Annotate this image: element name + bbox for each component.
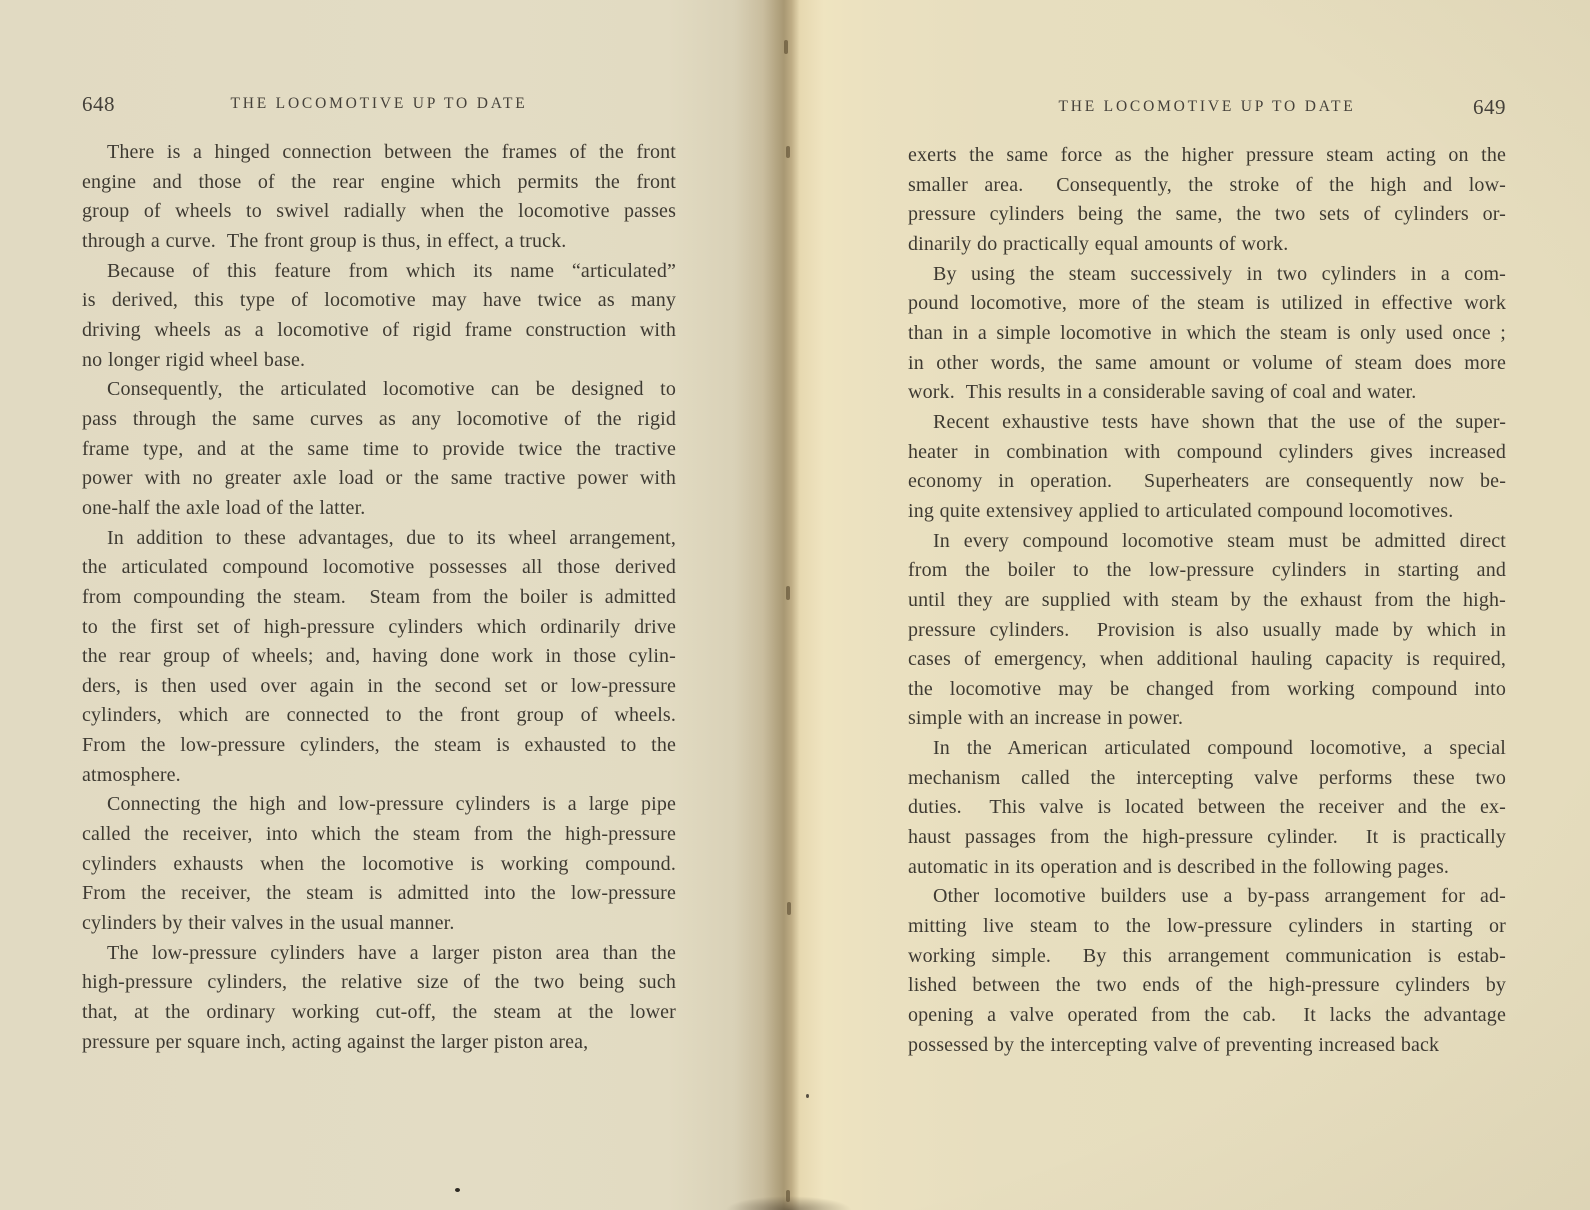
text-line: mechanism called the intercepting valve performs these two <box>908 766 1506 789</box>
text-line: no longer rigid wheel base. <box>82 348 306 371</box>
text-line: Consequently, the articulated locomotive can be designed to <box>107 378 676 401</box>
text-line: From the low-pressure cylinders, the steam is exhausted to the <box>82 734 676 757</box>
page-649 <box>790 0 1590 1210</box>
text-line: to the first set of high-pressure cylinders which ordinarily drive <box>82 615 676 638</box>
text-line: economy in operation. Superheaters are consequently now be- <box>908 470 1506 493</box>
text-line: than in a simple locomotive in which the steam is only used once ; <box>908 321 1506 344</box>
text-line: duties. This valve is located between the receiver and the ex- <box>908 796 1506 819</box>
page-body-right <box>908 141 1506 1060</box>
text-line: smaller area. Consequently, the stroke of the high and low- <box>908 173 1506 196</box>
page-number-left: 648 <box>82 92 115 116</box>
text-line: work. This results in a considerable saving of coal and water. <box>908 381 1417 404</box>
text-line: ders, is then used over again in the second set or low-pressure <box>82 674 676 697</box>
text-line: working simple. By this arrangement communication is estab- <box>908 944 1506 967</box>
text-line: group of wheels to swivel radially when the locomotive passes <box>82 200 676 223</box>
text-line: until they are supplied with steam by the exhaust from the high- <box>908 588 1506 611</box>
text-line: The low-pressure cylinders have a larger piston area than the <box>107 941 676 964</box>
binding-stitch <box>784 40 788 54</box>
text-line: through a curve. The front group is thus, in effect, a truck. <box>82 229 567 252</box>
text-line: driving wheels as a locomotive of rigid frame construction with <box>82 318 676 341</box>
page-number-right: 649 <box>1473 95 1506 119</box>
running-head-left: THE LOCOMOTIVE UP TO DATE <box>230 95 528 112</box>
text-line: the rear group of wheels; and, having done work in those cylin- <box>82 645 676 668</box>
text-line: Other locomotive builders use a by-pass arrangement for ad- <box>933 885 1506 908</box>
text-line: In the American articulated compound locomotive, a special <box>933 737 1506 760</box>
running-head-right: THE LOCOMOTIVE UP TO DATE <box>1058 98 1356 115</box>
text-line: cases of emergency, when additional hauling capacity is required, <box>908 648 1506 671</box>
text-line: called the receiver, into which the steam from the high-pressure <box>82 823 676 846</box>
text-line: heater in combination with compound cylinders gives increased <box>908 440 1506 463</box>
text-line: cylinders exhausts when the locomotive is working compound. <box>82 852 676 875</box>
text-line: Connecting the high and low-pressure cylinders is a large pipe <box>107 793 676 816</box>
text-line: pressure cylinders being the same, the two sets of cylinders or- <box>908 203 1506 226</box>
text-line: In addition to these advantages, due to its wheel arrangement, <box>107 526 676 549</box>
text-line: In every compound locomotive steam must be admitted direct <box>933 529 1506 552</box>
text-line: pressure cylinders. Provision is also usually made by which in <box>908 618 1506 641</box>
text-line: the articulated compound locomotive possesses all those derived <box>82 556 676 579</box>
text-line: power with no greater axle load or the same tractive power with <box>82 467 676 490</box>
text-line: pass through the same curves as any locomotive of the rigid <box>82 407 676 430</box>
text-line: atmosphere. <box>82 763 181 786</box>
text-line: simple with an increase in power. <box>908 707 1184 730</box>
text-line: ing quite extensivey applied to articulated compound locomotives. <box>908 499 1454 522</box>
text-line: the locomotive may be changed from working compound into <box>908 677 1506 700</box>
text-line: pressure per square inch, acting against the larger piston area, <box>82 1030 589 1053</box>
text-line: lished between the two ends of the high-pressure cylinders by <box>908 974 1506 997</box>
text-line: in other words, the same amount or volume of steam does more <box>908 351 1506 374</box>
text-line: exerts the same force as the higher pressure steam acting on the <box>908 144 1506 166</box>
text-line: high-pressure cylinders, the relative size of the two being such <box>82 971 676 994</box>
text-line: pound locomotive, more of the steam is utilized in effective work <box>908 292 1506 315</box>
text-line: dinarily do practically equal amounts of work. <box>908 232 1289 255</box>
text-line: Because of this feature from which its name “articulated” <box>107 259 676 282</box>
text-line: is derived, this type of locomotive may have twice as many <box>82 289 676 312</box>
text-line: that, at the ordinary working cut-off, the steam at the lower <box>82 1001 676 1024</box>
text-line: cylinders by their valves in the usual manner. <box>82 912 455 935</box>
text-line: haust passages from the high-pressure cylinder. It is practically <box>908 826 1506 849</box>
page-648 <box>0 0 770 1210</box>
text-line: From the receiver, the steam is admitted into the low-pressure <box>82 882 676 905</box>
text-line: from compounding the steam. Steam from the boiler is admitted <box>82 585 676 608</box>
text-line: By using the steam successively in two cylinders in a com- <box>933 262 1506 285</box>
text-line: There is a hinged connection between the frames of the front <box>107 141 676 163</box>
text-line: engine and those of the rear engine which permits the front <box>82 170 676 193</box>
text-line: cylinders, which are connected to the front group of wheels. <box>82 704 676 727</box>
text-line: frame type, and at the same time to provide twice the tractive <box>82 437 676 460</box>
text-line: mitting live steam to the low-pressure cylinders in starting or <box>908 915 1506 938</box>
text-line: Recent exhaustive tests have shown that the use of the super- <box>933 410 1506 433</box>
text-line: possessed by the intercepting valve of preventing increased back <box>908 1033 1440 1056</box>
text-line: one-half the axle load of the latter. <box>82 496 366 519</box>
page-body-left <box>82 138 676 1057</box>
text-line: opening a valve operated from the cab. It lacks the advantage <box>908 1004 1506 1027</box>
text-line: automatic in its operation and is described in the following pages. <box>908 855 1450 878</box>
text-line: from the boiler to the low-pressure cylinders in starting and <box>908 559 1506 582</box>
